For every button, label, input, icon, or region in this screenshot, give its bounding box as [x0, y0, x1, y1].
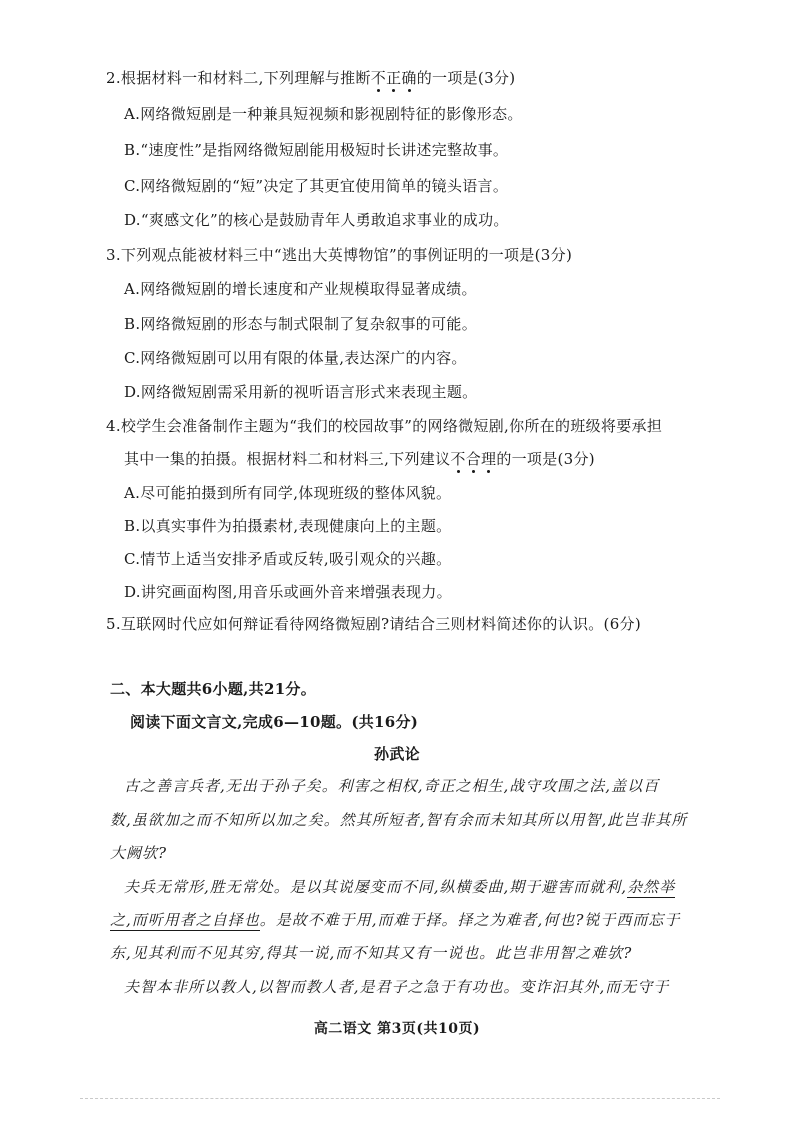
page-footer: 高二语文 第3页(共10页): [313, 1021, 481, 1037]
question-4-option-c: C.情节上适当安排矛盾或反转,吸引观众的兴趣。: [124, 550, 452, 568]
passage-p3-line1: 夫智本非所以教人,以智而教人者,是君子之急于有功也。变诈汩其外,而无守于: [124, 978, 670, 996]
passage-p2-line2-text: 。是故不难于用,而难于择。择之为难者,何也?锐于西而忘于: [259, 911, 681, 929]
question-4-stem-line2: [124, 449, 595, 469]
question-5-stem: 5.互联网时代应如何辩证看待网络微短剧?请结合三则材料简述你的认识。(6分): [106, 615, 642, 633]
passage-p2-line1-text: 夫兵无常形,胜无常处。是以其说屡变而不同,纵横委曲,期于避害而就利,: [124, 878, 628, 896]
passage-p2-line2: [110, 910, 680, 930]
question-4-stem-text: 其中一集的拍摄。根据材料二和材料三,下列建议: [124, 450, 451, 468]
emphasized-char: 理: [481, 450, 497, 468]
question-4-option-d: D.讲究画面构图,用音乐或画外音来增强表现力。: [124, 583, 452, 601]
emphasized-char: 不: [450, 450, 466, 468]
emphasized-char: 正: [386, 69, 402, 87]
question-4-option-b: B.以真实事件为拍摄素材,表现健康向上的主题。: [124, 517, 452, 535]
emphasis-dots: [450, 450, 496, 468]
question-4-stem-tail: 的一项是(3分): [496, 450, 595, 468]
passage-p1-line3: 大阙欤?: [110, 844, 168, 862]
question-2-option-d: D.“爽感文化”的核心是鼓励青年人勇敢追求事业的成功。: [124, 211, 509, 229]
page-edge-rule: [80, 1098, 720, 1099]
emphasized-char: 不: [370, 69, 387, 87]
question-3-option-a: A.网络微短剧的增长速度和产业规模取得显著成绩。: [124, 280, 477, 298]
passage-title: 孙武论: [374, 745, 420, 763]
emphasized-char: 确: [401, 69, 417, 87]
passage-p2-line3: 东,见其利而不见其穷,得其一说,而不知其又有一说也。此岂非用智之难欤?: [110, 944, 633, 962]
question-3-option-b: B.网络微短剧的形态与制式限制了复杂叙事的可能。: [124, 315, 477, 333]
passage-p1-line1: 古之善言兵者,无出于孙子矣。利害之相权,奇正之相生,战守攻围之法,盖以百: [124, 777, 660, 795]
emphasized-char: 合: [465, 450, 481, 468]
question-2-option-b: B.“速度性”是指网络微短剧能用极短时长讲述完整故事。: [124, 141, 509, 159]
question-2-option-a: A.网络微短剧是一种兼具短视频和影视剧特征的影像形态。: [124, 105, 523, 123]
underlined-sentence: 杂然举: [627, 878, 676, 896]
question-2-stem-tail: 的一项是(3分): [416, 69, 516, 87]
section-2-instruction: 阅读下面文言文,完成6—10题。(共16分): [130, 713, 419, 731]
question-2-stem: [106, 68, 515, 88]
question-4-stem-line1: 4.校学生会准备制作主题为“我们的校园故事”的网络微短剧,你所在的班级将要承担: [106, 417, 663, 435]
question-3-stem: 3.下列观点能被材料三中“逃出大英博物馆”的事例证明的一项是(3分): [106, 246, 573, 264]
underlined-sentence: 之,而听用者之自择也: [110, 911, 260, 929]
passage-p1-line2: 数,虽欲加之而不知所以加之矣。然其所短者,智有余而未知其所以用智,此岂非其所: [110, 811, 688, 829]
question-4-option-a: A.尽可能拍摄到所有同学,体现班级的整体风貌。: [124, 484, 452, 502]
question-2-option-c: C.网络微短剧的“短”决定了其更宜使用简单的镜头语言。: [124, 177, 509, 195]
question-3-option-c: C.网络微短剧可以用有限的体量,表达深广的内容。: [124, 349, 467, 367]
question-2-stem-text: 2.根据材料一和材料二,下列理解与推断: [106, 69, 371, 87]
question-3-option-d: D.网络微短剧需采用新的视听语言形式来表现主题。: [124, 383, 478, 401]
section-2-heading: 二、本大题共6小题,共21分。: [110, 680, 317, 698]
passage-p2-line1: [124, 877, 675, 897]
emphasis-dots: [371, 69, 417, 87]
